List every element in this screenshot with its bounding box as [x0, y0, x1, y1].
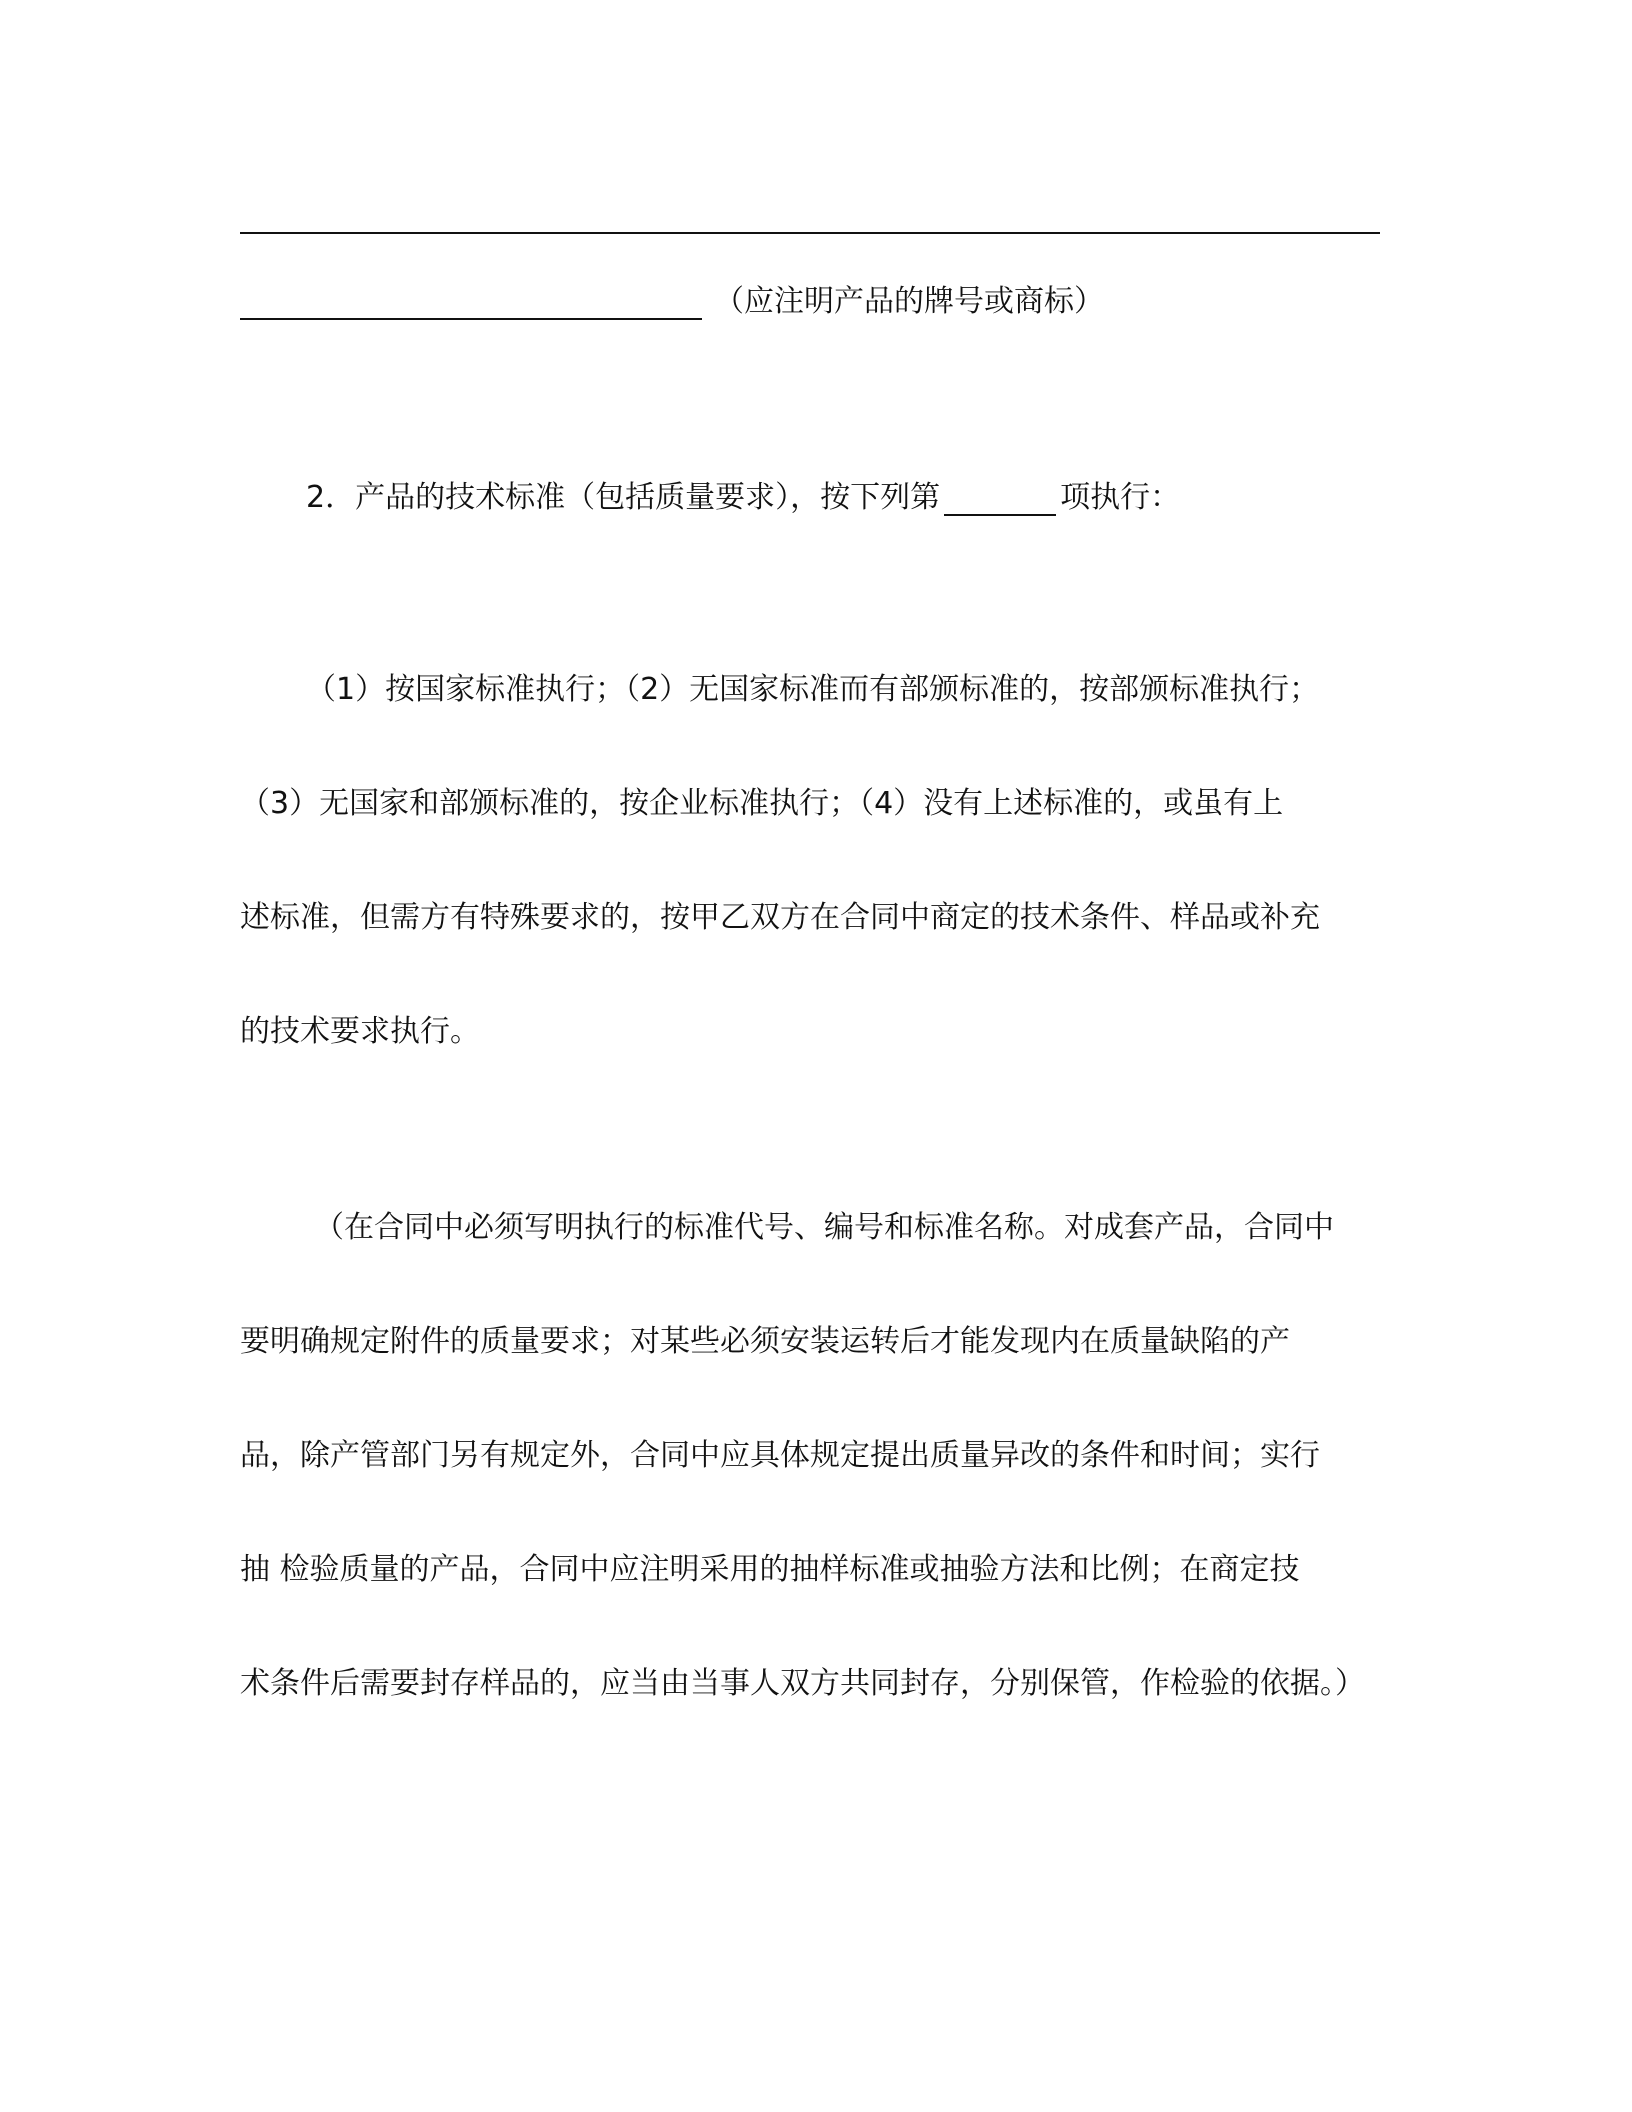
- notes-line: 要明确规定附件的质量要求；对某些必须安装运转后才能发现内在质量缺陷的产: [240, 1324, 1290, 1359]
- item-2-prefix: 2．产品的技术标准（包括质量要求），按下列第: [306, 480, 941, 515]
- brand-line: [240, 268, 1104, 320]
- brand-blank: [240, 270, 702, 320]
- standards-line: （3）无国家和部颁标准的，按企业标准执行；（4）没有上述标准的，或虽有上: [240, 786, 1284, 821]
- standards-line: （1）按国家标准执行；（2）无国家标准而有部颁标准的，按部颁标准执行；: [306, 672, 1320, 707]
- item-2-suffix: 项执行：: [1060, 480, 1181, 515]
- item-2-heading: [306, 464, 1180, 516]
- standards-line: 的技术要求执行。: [240, 1014, 480, 1049]
- brand-note: （应注明产品的牌号或商标）: [714, 284, 1104, 319]
- notes-line: 品，除产管部门另有规定外，合同中应具体规定提出质量异改的条件和时间；实行: [240, 1438, 1320, 1473]
- fill-in-line-full: [240, 232, 1380, 234]
- standards-line: 述标准，但需方有特殊要求的，按甲乙双方在合同中商定的技术条件、样品或补充: [240, 900, 1320, 935]
- notes-line: 术条件后需要封存样品的，应当由当事人双方共同封存，分别保管，作检验的依据。）: [240, 1666, 1365, 1701]
- notes-line: 抽 检验质量的产品，合同中应注明采用的抽样标准或抽验方法和比例；在商定技: [240, 1552, 1300, 1587]
- item-number-blank: [944, 466, 1056, 516]
- notes-line: （在合同中必须写明执行的标准代号、编号和标准名称。对成套产品，合同中: [314, 1210, 1334, 1245]
